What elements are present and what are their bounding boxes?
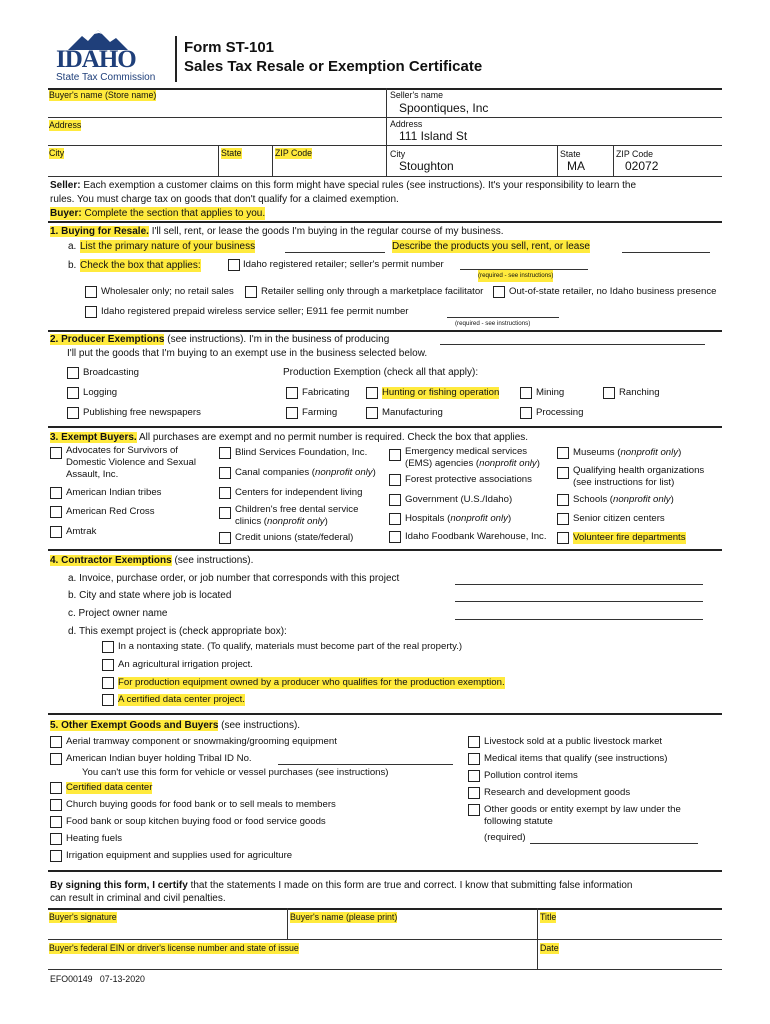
date-label: Date [540,943,559,953]
marketplace-checkbox[interactable] [245,286,257,298]
buyer-print-name-field[interactable] [288,923,536,937]
forest-checkbox[interactable] [389,474,401,486]
childrens-label-1: Children's free dental service [235,504,359,515]
s1b-prefix: b. [68,260,77,271]
canal-label [235,467,376,479]
childrens-end: ) [324,516,328,527]
childrens-label-2 [235,516,328,528]
farming-label: Farming [302,407,338,418]
section-1-heading [50,225,503,238]
form-title: Sales Tax Resale or Exemption Certificate [184,58,483,75]
ems-end: ) [536,458,540,469]
invoice-field[interactable] [455,584,703,585]
seller-note-2: rules. You must charge tax on goods that don't qualify for a claimed exemption. [50,194,399,205]
buyer-address-field[interactable] [48,131,386,145]
qualifying-label-2: (see instructions for list) [573,477,675,488]
museums-end: ) [678,447,682,458]
museums-italic: nonprofit only [620,447,679,458]
section-3-heading [50,431,528,444]
heating-checkbox[interactable] [50,833,62,845]
tribal-id-field[interactable] [278,764,453,765]
blind-services-checkbox[interactable] [219,447,231,459]
aerial-label: Aerial tramway component or snowmaking/grooming equipment [66,736,337,747]
schools-text: Schools ( [573,494,613,505]
advocates-label-1: Advocates for Survivors of [66,445,178,456]
out-of-state-checkbox[interactable] [493,286,505,298]
irrigation-project-label: An agricultural irrigation project. [118,659,253,670]
hospitals-checkbox[interactable] [389,513,401,525]
childrens-checkbox[interactable] [219,507,231,519]
farming-checkbox[interactable] [286,407,298,419]
broadcasting-checkbox[interactable] [67,367,79,379]
mining-checkbox[interactable] [520,387,532,399]
ranching-label: Ranching [619,387,660,398]
title-field[interactable] [538,923,722,937]
buyer-city-label: City [49,148,65,158]
logging-checkbox[interactable] [67,387,79,399]
amtrak-label: Amtrak [66,526,97,537]
amtrak-checkbox[interactable] [50,526,62,538]
volunteer-label: Volunteer fire departments [573,532,686,543]
medical-label: Medical items that qualify (see instructions) [484,753,668,764]
government-checkbox[interactable] [389,494,401,506]
buyer-note-text: Complete the section that applies to you. [81,208,266,219]
tribal-label: American Indian buyer holding Tribal ID No. [66,753,252,764]
advocates-checkbox[interactable] [50,447,62,459]
business-nature-field[interactable] [285,252,385,253]
section-4-text: (see instructions). [171,555,254,566]
seller-name-value[interactable]: Spoontiques, Inc [399,101,489,115]
buyer-address-label: Address [49,120,82,130]
red-cross-label: American Red Cross [66,506,155,517]
mining-label: Mining [536,387,565,398]
seller-state-value[interactable]: MA [567,159,585,173]
section-5-heading [50,719,300,732]
seller-address-label: Address [390,119,423,129]
wholesaler-label: Wholesaler only; no retail sales [101,286,234,297]
seller-name-label: Seller's name [390,90,444,100]
s1a-describe-label: Describe the products you sell, rent, or lease [392,241,590,252]
other-goods-label-1: Other goods or entity exempt by law under the [484,804,681,815]
pollution-checkbox[interactable] [468,770,480,782]
s1b-label: Check the box that applies: [80,260,201,271]
schools-checkbox[interactable] [557,494,569,506]
hospitals-label [405,513,511,525]
childrens-italic: nonprofit only [266,516,325,527]
ranching-checkbox[interactable] [603,387,615,399]
research-label: Research and development goods [484,787,631,798]
government-label: Government (U.S./Idaho) [405,494,513,505]
wireless-label: Idaho registered prepaid wireless service seller; E911 fee permit number [101,306,409,317]
seller-city-label: City [390,149,406,159]
section-2-line2: I'll put the goods that I'm buying to an exempt use in the business selected below. [67,348,428,359]
buyer-signature-label: Buyer's signature [49,912,117,922]
out-of-state-label: Out-of-state retailer, no Idaho business presence [509,286,717,297]
hunting-label: Hunting or fishing operation [382,387,500,398]
section-3-title: 3. Exempt Buyers. [50,432,137,443]
pollution-label: Pollution control items [484,770,578,781]
seller-note-text: Each exemption a customer claims on this form might have special rules (see instructions). It's your responsibility to learn the [80,180,637,191]
data-center-project-checkbox[interactable] [102,694,114,706]
livestock-checkbox[interactable] [468,736,480,748]
canal-end: ) [372,467,376,478]
seller-zip-value[interactable]: 02072 [625,159,659,173]
section-3-text: All purchases are exempt and no permit number is required. Check the box that applies. [136,432,529,443]
hospitals-end: ) [507,513,512,524]
marketplace-label: Retailer selling only through a marketplace facilitator [261,286,484,297]
buyer-zip-label: ZIP Code [275,148,313,158]
seller-city-value[interactable]: Stoughton [399,159,454,173]
aerial-checkbox[interactable] [50,736,62,748]
church-label: Church buying goods for food bank or to sell meals to members [66,799,336,810]
s1a-label: List the primary nature of your business [80,241,256,252]
canal-italic: nonprofit only [315,467,373,478]
section-1-text: I'll sell, rent, or lease the goods I'm buying in the regular course of my business. [148,226,504,237]
hunting-checkbox[interactable] [366,387,378,399]
idaho-retailer-checkbox[interactable] [228,259,240,271]
products-field[interactable] [622,252,710,253]
fabricating-label: Fabricating [302,387,350,398]
certify-text: that the statements I made on this form are true and correct. I know that submitting false information [187,880,633,891]
s4c-label: c. Project owner name [68,608,168,619]
required-note-2: (required - see instructions) [455,320,531,327]
senior-label: Senior citizen centers [573,513,665,524]
production-equipment-checkbox[interactable] [102,677,114,689]
credit-unions-checkbox[interactable] [219,532,231,544]
buyer-ein-label: Buyer's federal EIN or driver's license number and state of issue [49,943,299,953]
logo-wordmark: IDAHO [56,46,136,73]
livestock-label: Livestock sold at a public livestock market [484,736,663,747]
idaho-retailer-label: Idaho registered retailer; seller's permit number [243,259,444,270]
seller-address-value[interactable]: 111 Island St [399,129,468,143]
broadcasting-label: Broadcasting [83,367,139,378]
nontaxing-label: In a nontaxing state. (To qualify, materials must become part of the real property.) [118,641,463,652]
museums-checkbox[interactable] [557,447,569,459]
seller-state-label: State [560,149,581,159]
museums-text: Museums ( [573,447,621,458]
seller-note [50,179,636,192]
section-1-title: 1. Buying for Resale. [50,226,149,237]
irrigation-checkbox[interactable] [50,850,62,862]
section-2-heading [50,333,389,346]
advocates-label-2: Domestic Violence and Sexual [66,457,196,468]
data-center-project-label: A certified data center project. [118,694,245,705]
buyer-name-field[interactable] [48,101,386,117]
canal-text: Canal companies ( [235,467,315,478]
statute-field[interactable] [530,843,698,844]
section-4-heading [50,554,253,567]
museums-label [573,447,681,459]
foodbank-warehouse-label: Idaho Foodbank Warehouse, Inc. [405,531,547,542]
manufacturing-checkbox[interactable] [366,407,378,419]
schools-label [573,494,674,506]
ems-label-2 [405,458,540,470]
buyer-name-label: Buyer's name (Store name) [49,90,157,100]
foodbank-warehouse-checkbox[interactable] [389,531,401,543]
logging-label: Logging [83,387,118,398]
credit-unions-label: Credit unions (state/federal) [235,532,354,543]
project-owner-field[interactable] [455,619,703,620]
qualifying-label-1: Qualifying health organizations [573,465,705,476]
seller-note-bold: Seller: [50,180,81,191]
statute-required: (required) [484,832,526,843]
volunteer-checkbox[interactable] [557,532,569,544]
qualifying-checkbox[interactable] [557,467,569,479]
ems-checkbox[interactable] [389,449,401,461]
medical-checkbox[interactable] [468,753,480,765]
certified-data-center-label: Certified data center [66,782,153,793]
research-checkbox[interactable] [468,787,480,799]
centers-label: Centers for independent living [235,487,363,498]
form-code: EFO00149 07-13-2020 [50,974,145,984]
other-goods-label-2: following statute [484,816,553,827]
certified-data-center-checkbox[interactable] [50,782,62,794]
american-indian-checkbox[interactable] [50,487,62,499]
forest-label: Forest protective associations [405,474,532,485]
producing-field[interactable] [440,344,705,345]
buyer-note [50,207,265,220]
wholesaler-checkbox[interactable] [85,286,97,298]
nontaxing-checkbox[interactable] [102,641,114,653]
buyer-state-label: State [221,148,242,158]
red-cross-checkbox[interactable] [50,506,62,518]
wireless-checkbox[interactable] [85,306,97,318]
job-location-field[interactable] [455,601,703,602]
manufacturing-label: Manufacturing [382,407,443,418]
s4d-label: d. This exempt project is (check appropriate box): [68,626,287,637]
ems-italic: nonprofit only [479,458,537,469]
church-checkbox[interactable] [50,799,62,811]
certify-statement-2: can result in criminal and civil penalties. [50,893,226,904]
irrigation-project-checkbox[interactable] [102,659,114,671]
heating-label: Heating fuels [66,833,122,844]
s4b-label: b. City and state where job is located [68,590,232,601]
tribal-note: You can't use this form for vehicle or vessel purchases (see instructions) [82,767,389,778]
s4a-label: a. Invoice, purchase order, or job number that corresponds with this project [68,573,400,584]
childrens-text: clinics ( [235,516,267,527]
blind-services-label: Blind Services Foundation, Inc. [235,447,368,458]
publishing-checkbox[interactable] [67,407,79,419]
buyer-note-bold: Buyer: [50,208,82,219]
ems-text: (EMS) agencies ( [405,458,480,469]
schools-end: ) [670,494,674,505]
centers-checkbox[interactable] [219,487,231,499]
s1a-prefix: a. [68,241,77,252]
hospitals-text: Hospitals ( [405,513,451,524]
irrigation-label: Irrigation equipment and supplies used for agriculture [66,850,293,861]
food-bank-label: Food bank or soup kitchen buying food or food service goods [66,816,326,827]
fabricating-checkbox[interactable] [286,387,298,399]
title-label: Title [540,912,557,922]
american-indian-label: American Indian tribes [66,487,162,498]
certify-bold: By signing this form, I certify [50,880,188,891]
senior-checkbox[interactable] [557,513,569,525]
seller-zip-label: ZIP Code [616,149,654,159]
required-note-1: (required - see instructions) [478,270,553,282]
publishing-label: Publishing free newspapers [83,407,201,418]
advocates-label-3: Assault, Inc. [66,469,119,480]
production-exemption-label: Production Exemption (check all that apply): [283,367,479,378]
ems-label-1: Emergency medical services [405,446,528,457]
idaho-logo [50,28,170,86]
canal-checkbox[interactable] [219,467,231,479]
certify-statement [50,879,632,892]
tribal-checkbox[interactable] [50,753,62,765]
processing-label: Processing [536,407,584,418]
section-5-title: 5. Other Exempt Goods and Buyers [50,720,219,731]
section-5-text: (see instructions). [218,720,301,731]
section-4-title: 4. Contractor Exemptions [50,555,172,566]
section-2-title: 2. Producer Exemptions [50,334,165,345]
hospitals-italic: nonprofit only [450,513,508,524]
buyer-ein-field[interactable] [48,954,536,968]
buyer-signature-field[interactable] [48,923,286,937]
production-equipment-label: For production equipment owned by a producer who qualifies for the production exemption. [118,677,505,688]
section-2-text: (see instructions). I'm in the business of producing [164,334,390,345]
processing-checkbox[interactable] [520,407,532,419]
schools-italic: nonprofit only [613,494,671,505]
other-goods-checkbox[interactable] [468,804,480,816]
food-bank-checkbox[interactable] [50,816,62,828]
logo-subtitle: State Tax Commission [56,72,156,83]
form-number: Form ST-101 [184,39,275,56]
buyer-print-name-label: Buyer's name (please print) [290,912,398,922]
date-field[interactable] [538,954,722,968]
